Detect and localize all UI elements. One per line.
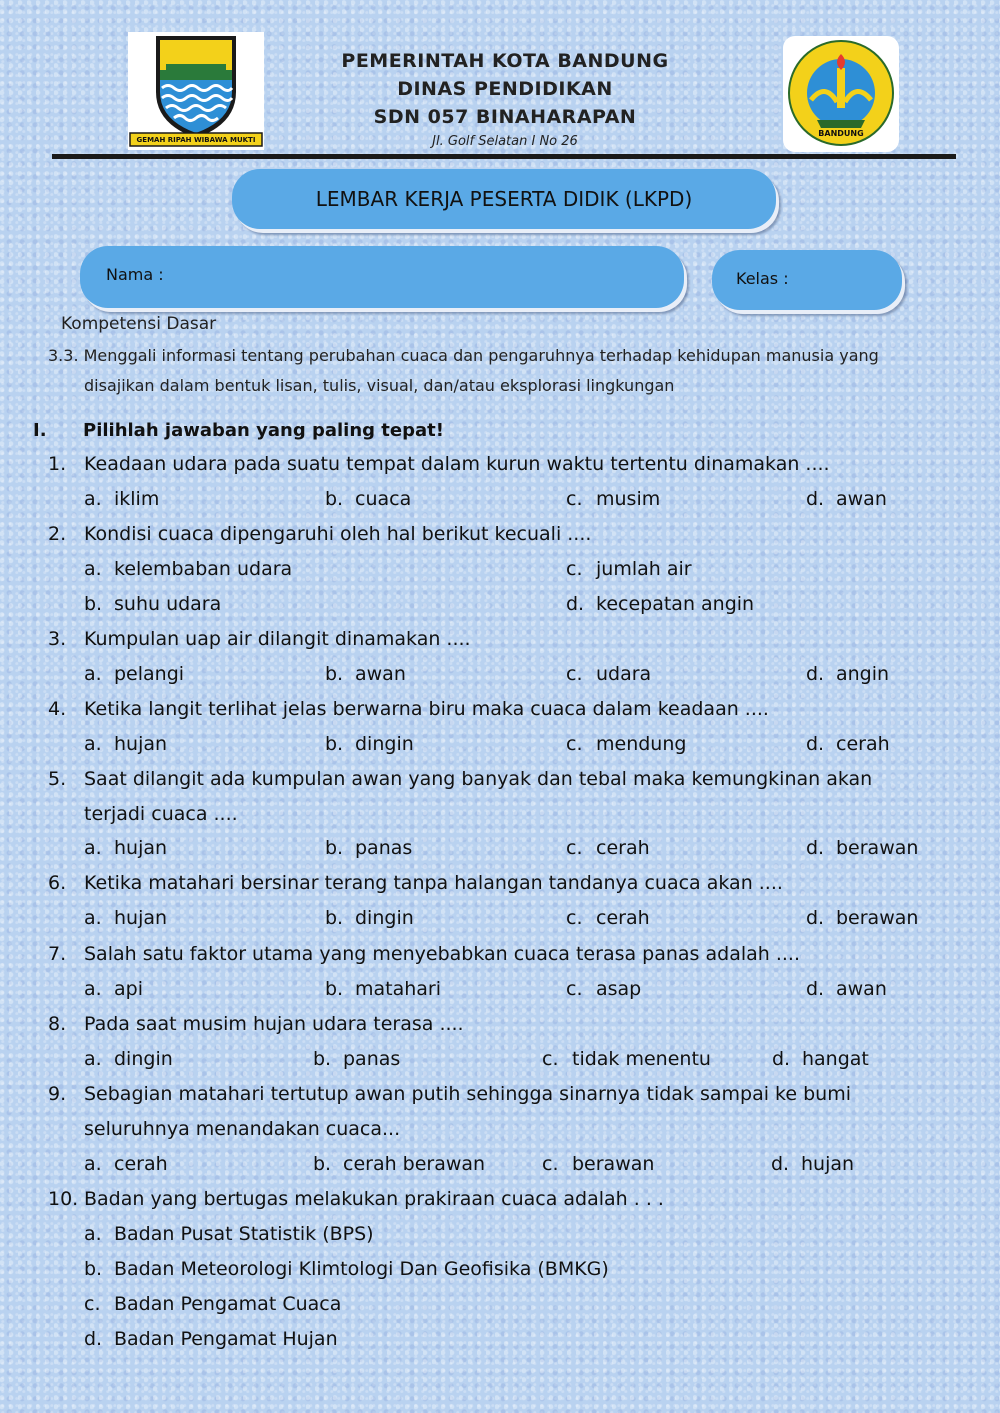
question-number: 1. — [48, 453, 67, 475]
q9-option-c[interactable] — [542, 1147, 654, 1182]
question-2 — [48, 517, 948, 552]
option-letter: a. — [84, 488, 102, 510]
section-heading — [33, 420, 444, 441]
question-1 — [48, 447, 948, 482]
question-9 — [48, 1077, 948, 1147]
q6-option-b[interactable] — [325, 901, 414, 936]
option-letter: d. — [772, 1048, 791, 1070]
option-text: hujan — [801, 1153, 855, 1175]
option-letter: d. — [806, 733, 825, 755]
option-letter: c. — [566, 907, 583, 929]
question-number: 7. — [48, 943, 67, 965]
question-number: 8. — [48, 1013, 67, 1035]
kelas-label: Kelas : — [736, 269, 789, 288]
option-letter: c. — [542, 1153, 559, 1175]
option-text: berawan — [836, 837, 919, 859]
option-letter: b. — [313, 1153, 332, 1175]
q8-option-b[interactable] — [313, 1042, 400, 1077]
option-letter: d. — [806, 907, 825, 929]
kelas-field[interactable] — [712, 250, 902, 310]
nama-label: Nama : — [106, 265, 164, 284]
question-text: Kondisi cuaca dipengaruhi oleh hal berikut kecuali .... — [84, 523, 592, 545]
q9-option-a[interactable] — [84, 1147, 168, 1182]
q3-option-d[interactable] — [806, 657, 889, 692]
option-letter: a. — [84, 1048, 102, 1070]
question-text: Keadaan udara pada suatu tempat dalam kurun waktu tertentu dinamakan .... — [84, 453, 830, 475]
option-text: awan — [355, 663, 406, 685]
q9-option-d[interactable] — [771, 1147, 854, 1182]
q10-option-b[interactable] — [84, 1252, 609, 1287]
option-letter: d. — [806, 488, 825, 510]
option-text: hujan — [114, 837, 168, 859]
option-text: cerah — [596, 907, 650, 929]
option-text: matahari — [355, 978, 442, 1000]
question-10 — [48, 1182, 948, 1217]
question-text: Ketika matahari bersinar terang tanpa halangan tandanya cuaca akan .... — [84, 872, 783, 894]
option-letter: d. — [806, 978, 825, 1000]
option-letter: a. — [84, 558, 102, 580]
question-number: 9. — [48, 1083, 67, 1105]
option-text: jumlah air — [596, 558, 692, 580]
question-text: Kumpulan uap air dilangit dinamakan .... — [84, 628, 471, 650]
option-letter: b. — [325, 978, 344, 1000]
option-text: berawan — [836, 907, 919, 929]
option-text: cerah — [114, 1153, 168, 1175]
question-7 — [48, 937, 948, 972]
option-letter: a. — [84, 1153, 102, 1175]
header-department: DINAS PENDIDIKAN — [397, 78, 613, 100]
option-text: suhu udara — [114, 593, 222, 615]
q5-option-c[interactable] — [566, 831, 650, 866]
kompetensi-line-2: disajikan dalam bentuk lisan, tulis, visual, dan/atau eksplorasi lingkungan — [84, 376, 675, 395]
option-letter: c. — [542, 1048, 559, 1070]
option-letter: c. — [566, 488, 583, 510]
option-text: udara — [596, 663, 652, 685]
question-number: 2. — [48, 523, 67, 545]
option-letter: c. — [566, 733, 583, 755]
q2-option-b[interactable] — [84, 587, 221, 622]
q8-option-a[interactable] — [84, 1042, 173, 1077]
q1-option-d[interactable] — [806, 482, 887, 517]
option-text: hujan — [114, 907, 168, 929]
option-text: api — [114, 978, 143, 1000]
question-number: 10. — [48, 1188, 79, 1210]
option-text: awan — [836, 978, 887, 1000]
option-letter: a. — [84, 907, 102, 929]
q1-option-b[interactable] — [325, 482, 411, 517]
nama-field[interactable] — [80, 246, 684, 308]
option-letter: b. — [325, 907, 344, 929]
option-text: dingin — [355, 907, 414, 929]
q9-option-b[interactable] — [313, 1147, 485, 1182]
q3-option-b[interactable] — [325, 657, 406, 692]
bandung-coat-of-arms-logo — [128, 32, 264, 150]
q10-option-c[interactable] — [84, 1287, 341, 1322]
header-school-name: SDN 057 BINAHARAPAN — [373, 106, 637, 128]
option-text: panas — [355, 837, 413, 859]
question-text-continued: seluruhnya menandakan cuaca... — [84, 1118, 401, 1140]
q8-option-d[interactable] — [772, 1042, 869, 1077]
option-letter: d. — [806, 663, 825, 685]
worksheet-title: LEMBAR KERJA PESERTA DIDIK (LKPD) — [232, 169, 776, 229]
option-text: asap — [596, 978, 642, 1000]
option-text: cerah berawan — [343, 1153, 486, 1175]
section-instruction: Pilihlah jawaban yang paling tepat! — [83, 420, 444, 441]
option-text: Badan Pengamat Hujan — [114, 1328, 338, 1350]
q10-option-d[interactable] — [84, 1322, 338, 1357]
option-text: kecepatan angin — [596, 593, 755, 615]
q3-option-c[interactable] — [566, 657, 651, 692]
option-letter: b. — [313, 1048, 332, 1070]
option-letter: b. — [325, 488, 344, 510]
question-text: Saat dilangit ada kumpulan awan yang banyak dan tebal maka kemungkinan akan — [84, 768, 873, 790]
q6-option-d[interactable] — [806, 901, 918, 936]
q7-option-c[interactable] — [566, 972, 641, 1007]
q6-option-c[interactable] — [566, 901, 650, 936]
header-government: PEMERINTAH KOTA BANDUNG — [341, 50, 669, 72]
question-3 — [48, 622, 948, 657]
option-letter: a. — [84, 1223, 102, 1245]
question-text: Pada saat musim hujan udara terasa .... — [84, 1013, 464, 1035]
q8-option-c[interactable] — [542, 1042, 711, 1077]
q4-option-c[interactable] — [566, 727, 686, 762]
option-letter: a. — [84, 837, 102, 859]
question-number: 4. — [48, 698, 67, 720]
option-letter: c. — [566, 663, 583, 685]
q7-option-b[interactable] — [325, 972, 441, 1007]
option-text: tidak menentu — [572, 1048, 711, 1070]
option-letter: c. — [566, 558, 583, 580]
question-text-continued: terjadi cuaca .... — [84, 803, 238, 825]
option-text: awan — [836, 488, 887, 510]
option-text: kelembaban udara — [114, 558, 293, 580]
kompetensi-heading: Kompetensi Dasar — [61, 314, 217, 334]
option-text: panas — [343, 1048, 401, 1070]
q7-option-a[interactable] — [84, 972, 143, 1007]
tut-wuri-handayani-logo — [783, 36, 899, 152]
option-letter: c. — [84, 1293, 101, 1315]
option-text: dingin — [355, 733, 414, 755]
option-text: hangat — [802, 1048, 869, 1070]
logo-city-text: BANDUNG — [818, 129, 864, 138]
q5-option-d[interactable] — [806, 831, 918, 866]
option-text: cerah — [596, 837, 650, 859]
option-letter: a. — [84, 978, 102, 1000]
question-number: 3. — [48, 628, 67, 650]
logo-motto: GEMAH RIPAH WIBAWA MUKTI — [136, 136, 256, 144]
q2-option-c[interactable] — [566, 552, 692, 587]
option-text: angin — [836, 663, 890, 685]
option-text: Badan Pengamat Cuaca — [114, 1293, 342, 1315]
option-text: iklim — [114, 488, 160, 510]
q4-option-b[interactable] — [325, 727, 414, 762]
option-letter: c. — [566, 978, 583, 1000]
question-5 — [48, 762, 948, 832]
option-letter: b. — [84, 1258, 103, 1280]
q10-option-a[interactable] — [84, 1217, 374, 1252]
q6-option-a[interactable] — [84, 901, 167, 936]
question-text: Salah satu faktor utama yang menyebabkan cuaca terasa panas adalah .... — [84, 943, 800, 965]
question-text: Ketika langit terlihat jelas berwarna biru maka cuaca dalam keadaan .... — [84, 698, 769, 720]
q3-option-a[interactable] — [84, 657, 184, 692]
q5-option-a[interactable] — [84, 831, 167, 866]
option-letter: b. — [325, 663, 344, 685]
question-4 — [48, 692, 948, 727]
q1-option-a[interactable] — [84, 482, 159, 517]
option-text: pelangi — [114, 663, 185, 685]
option-text: Badan Pusat Statistik (BPS) — [114, 1223, 374, 1245]
option-text: dingin — [114, 1048, 173, 1070]
option-text: berawan — [572, 1153, 655, 1175]
option-letter: d. — [84, 1328, 103, 1350]
option-letter: b. — [325, 837, 344, 859]
option-letter: b. — [84, 593, 103, 615]
header-address: Jl. Golf Selatan I No 26 — [432, 134, 578, 149]
question-text: Badan yang bertugas melakukan prakiraan cuaca adalah . . . — [84, 1188, 664, 1210]
option-letter: b. — [325, 733, 344, 755]
q4-option-d[interactable] — [806, 727, 890, 762]
option-text: cuaca — [355, 488, 412, 510]
question-number: 5. — [48, 768, 67, 790]
q5-option-b[interactable] — [325, 831, 412, 866]
option-letter: d. — [806, 837, 825, 859]
question-number: 6. — [48, 872, 67, 894]
option-letter: a. — [84, 733, 102, 755]
option-letter: d. — [771, 1153, 790, 1175]
question-8 — [48, 1007, 948, 1042]
option-letter: d. — [566, 593, 585, 615]
option-text: mendung — [596, 733, 687, 755]
kompetensi-line-1: 3.3. Menggali informasi tentang perubahan cuaca dan pengaruhnya terhadap kehidupan manusia yang — [48, 346, 879, 365]
option-letter: c. — [566, 837, 583, 859]
q2-option-a[interactable] — [84, 552, 292, 587]
section-number: I. — [33, 420, 47, 441]
option-text: Badan Meteorologi Klimtologi Dan Geofisika (BMKG) — [114, 1258, 609, 1280]
kompetensi-text — [48, 341, 948, 401]
q4-option-a[interactable] — [84, 727, 167, 762]
header-divider — [52, 154, 956, 159]
q7-option-d[interactable] — [806, 972, 887, 1007]
option-letter: a. — [84, 663, 102, 685]
option-text: cerah — [836, 733, 890, 755]
option-text: musim — [596, 488, 661, 510]
question-text: Sebagian matahari tertutup awan putih sehingga sinarnya tidak sampai ke bumi — [84, 1083, 851, 1105]
option-text: hujan — [114, 733, 168, 755]
question-6 — [48, 866, 948, 901]
q2-option-d[interactable] — [566, 587, 754, 622]
q1-option-c[interactable] — [566, 482, 660, 517]
